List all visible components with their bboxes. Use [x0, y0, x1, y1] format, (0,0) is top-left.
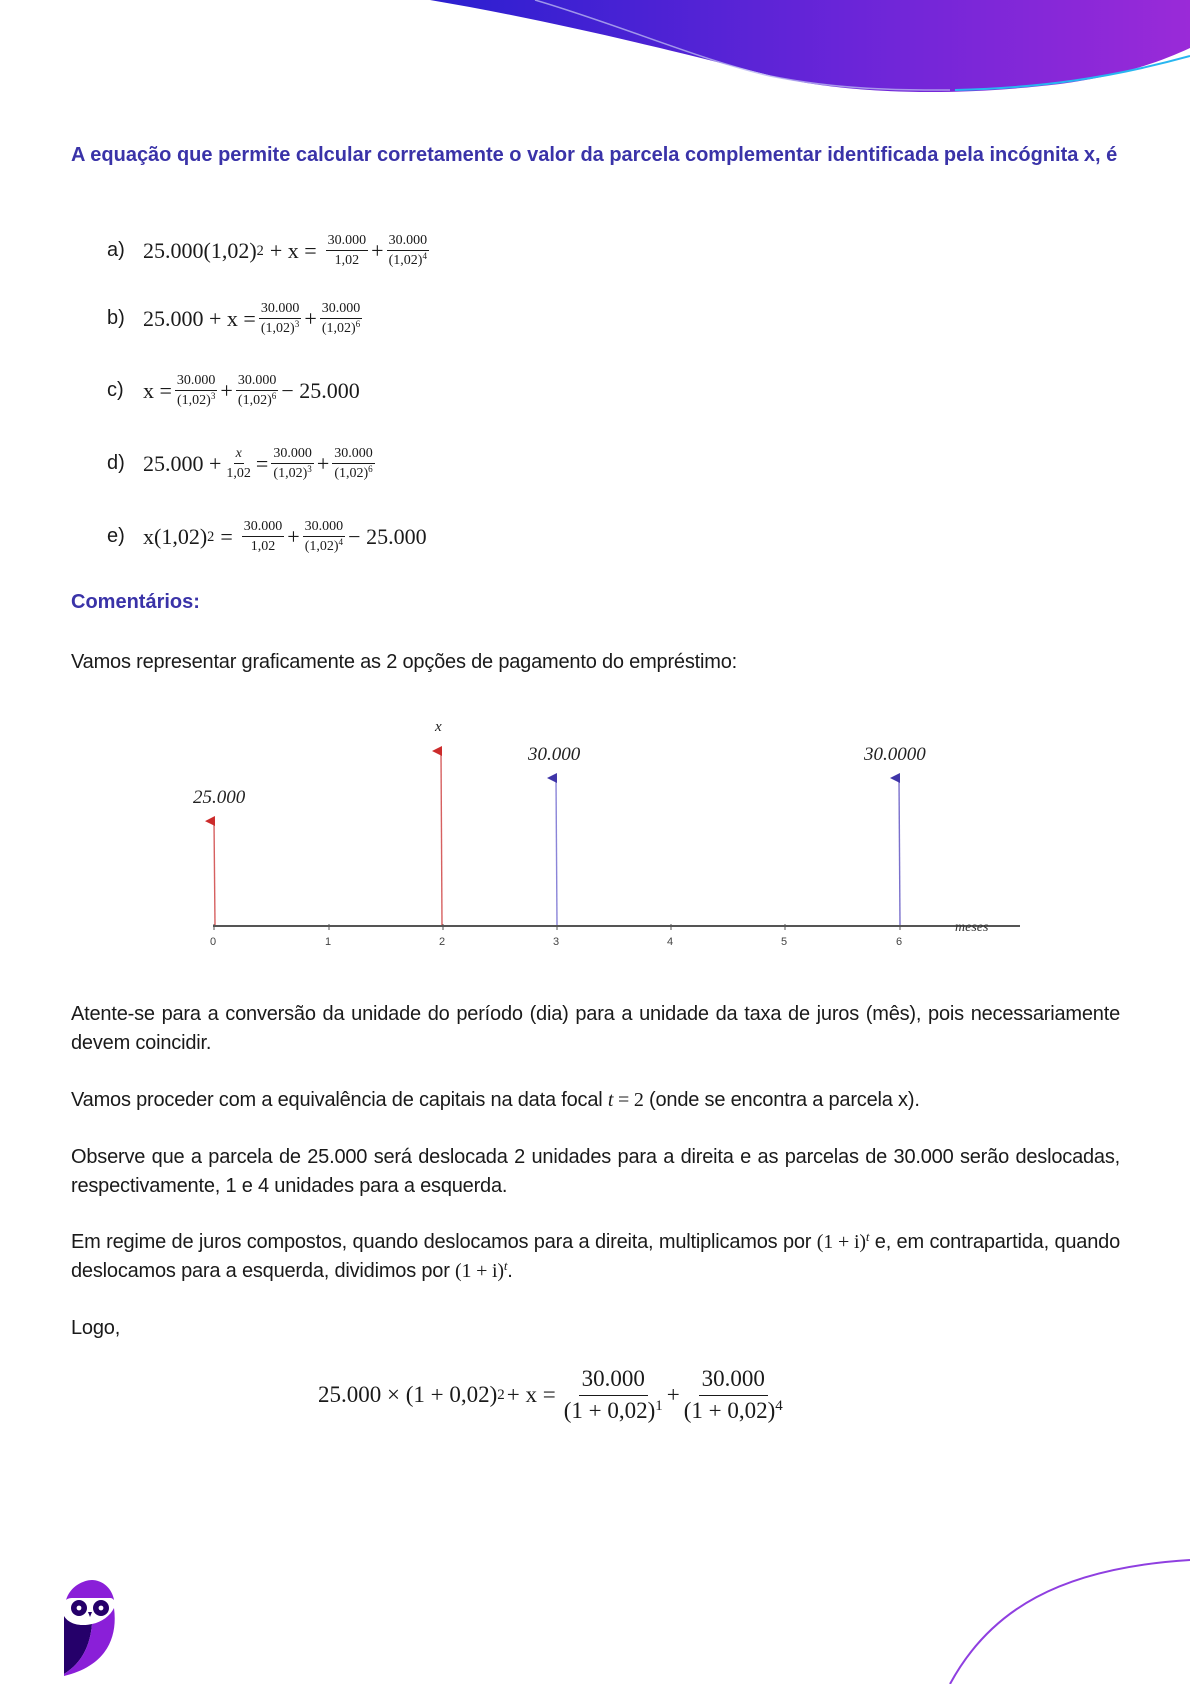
denominator-base: (1,02) — [273, 466, 308, 481]
option-b — [107, 300, 365, 337]
denominator — [387, 251, 429, 269]
text: Em regime de juros compostos, quando deslocamos para a direita, multiplicamos por — [71, 1231, 817, 1253]
denominator-base: (1,02) — [304, 539, 339, 554]
denominator — [259, 319, 301, 337]
denominator — [236, 391, 278, 409]
fraction — [682, 1365, 785, 1425]
question-text: A equação que permite calcular corretamente o valor da parcela complementar identificada pela incógnita x, é — [71, 144, 1118, 166]
plus-operator: + — [666, 1382, 680, 1407]
denominator-base: (1 + 0,02) — [563, 1398, 656, 1423]
fraction — [387, 232, 430, 269]
numerator: 30.000 — [387, 232, 430, 251]
tick-1: 1 — [325, 936, 332, 948]
exponent: t — [503, 1257, 508, 1273]
comments-heading: Comentários: — [71, 591, 200, 613]
math-expr: (1 + i) — [455, 1260, 504, 1282]
text: (onde se encontra a parcela x). — [643, 1089, 920, 1111]
arrow-label-25000: 25.000 — [193, 787, 246, 808]
fraction — [175, 372, 218, 409]
math-eq: = 2 — [613, 1089, 644, 1111]
paragraph-focal-date — [71, 1086, 1120, 1115]
header-wave-decoration — [0, 0, 1190, 120]
exponent: 4 — [422, 251, 427, 261]
intro-paragraph: Vamos representar graficamente as 2 opções de pagamento do empréstimo: — [71, 651, 738, 673]
denominator — [682, 1396, 785, 1425]
denominator — [332, 464, 374, 482]
exponent: 6 — [368, 464, 373, 474]
fraction — [320, 300, 363, 337]
option-label: e) — [107, 525, 125, 547]
equation-lhs-rest: + x = — [506, 1382, 556, 1407]
numerator: 30.000 — [303, 518, 346, 537]
option-tail: − 25.000 — [281, 377, 360, 403]
tick-6: 6 — [896, 936, 903, 948]
option-lhs-rest: = — [220, 523, 233, 549]
fraction — [562, 1365, 665, 1425]
denominator: 1,02 — [250, 539, 276, 554]
paragraph-logo: Logo, — [71, 1317, 121, 1339]
numerator: 30.000 — [242, 518, 285, 537]
text: e, em contrapartida, quando deslocamos para a esquerda, dividimos por — [71, 1231, 1120, 1282]
option-lhs: 25.000 + x = — [143, 305, 256, 331]
tick-labels — [210, 936, 902, 948]
denominator — [320, 319, 362, 337]
paragraph-shift: Observe que a parcela de 25.000 será deslocada 2 unidades para a direita e as parcelas de 30.000 serão deslocadas, respectivamente, 1 e 4 unidades para a esquerda. — [71, 1146, 1120, 1197]
denominator: 1,02 — [226, 466, 251, 481]
plus-operator: + — [304, 305, 317, 331]
fraction — [259, 300, 302, 337]
fraction — [236, 372, 279, 409]
math-expr: (1 + i) — [816, 1231, 866, 1253]
arrow-up-icon-30000-month6 — [899, 778, 900, 925]
denominator-base: (1,02) — [237, 393, 272, 408]
exponent: 4 — [338, 537, 344, 547]
fraction — [332, 445, 375, 482]
paragraph-unit-conversion: Atente-se para a conversão da unidade do período (dia) para a unidade da taxa de juros (mês), pois necessariamente devem coincidir. — [71, 1003, 1120, 1054]
option-e: e) x(1,02) 2 = $\frac{30.000}{1,02}$ + $\frac{30.000}{(1,02)^4}$ − 25.000 — [107, 519, 427, 554]
option-a: a) 25.000(1,02) 2 + x = $\frac{30.000}{1,02}$ + $\frac{30.000}{(1,02)^4}$ — [107, 233, 428, 268]
option-c — [107, 372, 360, 409]
axis-label-meses: meses — [955, 920, 989, 935]
fraction — [242, 518, 285, 555]
option-lhs-rest: + x = — [269, 237, 317, 263]
numerator: 30.000 — [259, 300, 302, 319]
equation-lhs: 25.000 × (1 + 0,02) — [318, 1382, 498, 1407]
plus-operator: + — [371, 237, 384, 263]
tick-3: 3 — [553, 936, 560, 948]
option-tail: − 25.000 — [348, 523, 427, 549]
numerator: 30.000 — [699, 1365, 768, 1396]
option-d — [107, 445, 378, 482]
exponent: 6 — [271, 391, 277, 401]
plus-operator: + — [220, 377, 233, 403]
denominator — [562, 1396, 665, 1425]
option-lhs: 25.000(1,02) — [143, 237, 257, 263]
arrow-label-30000-month6: 30.0000 — [864, 744, 926, 765]
denominator-base: (1,02) — [334, 466, 369, 481]
arrow-label-x: x — [435, 719, 442, 735]
exponent: 1 — [655, 1397, 663, 1414]
tick-5: 5 — [781, 936, 788, 948]
denominator — [303, 537, 345, 555]
tick-2: 2 — [439, 936, 446, 948]
denominator-base: (1 + 0,02) — [683, 1398, 776, 1423]
plus-operator: + — [287, 523, 300, 549]
owl-logo-icon — [62, 1578, 118, 1678]
numerator: 30.000 — [271, 445, 314, 464]
denominator-base: (1,02) — [321, 321, 356, 336]
option-lhs: x = — [143, 377, 172, 403]
plus-operator: + — [316, 450, 330, 476]
final-equation: 25.000 × (1 + 0,02) 2 + x = $\frac{30.000}{(1 + 0,02)^1}$ + $\frac{30.000}{(1 + 0,02)^4}$ — [318, 1366, 783, 1423]
fraction — [303, 518, 346, 555]
numerator: 30.000 — [320, 300, 363, 319]
numerator: 30.000 — [579, 1365, 648, 1396]
option-lhs: 25.000 + — [143, 450, 222, 476]
numerator: 30.000 — [326, 232, 369, 251]
option-label: c) — [107, 379, 124, 401]
tick-0: 0 — [210, 936, 217, 948]
fraction — [271, 445, 314, 482]
option-label: d) — [107, 452, 125, 474]
numerator: x — [234, 445, 244, 464]
arrow-up-icon-25000 — [214, 821, 215, 925]
math-t: t — [607, 1089, 614, 1111]
arrow-label-30000-month3: 30.000 — [528, 744, 581, 765]
denominator: 1,02 — [334, 253, 360, 268]
tick-4: 4 — [667, 936, 674, 948]
paragraph-compound-interest — [71, 1228, 1120, 1286]
arrow-up-icon-30000-month3 — [556, 778, 557, 925]
numerator: 30.000 — [332, 445, 375, 464]
denominator-base: (1,02) — [260, 321, 295, 336]
exponent: 3 — [294, 319, 300, 329]
option-label: a) — [107, 239, 125, 261]
exponent: 6 — [355, 319, 361, 329]
exponent: 3 — [307, 464, 312, 474]
denominator — [271, 464, 313, 482]
denominator-base: (1,02) — [388, 253, 423, 268]
text: Vamos proceder com a equivalência de capitais na data focal — [71, 1089, 608, 1111]
exponent: t — [865, 1228, 870, 1244]
denominator — [175, 391, 217, 409]
fraction — [224, 445, 253, 482]
option-lhs: x(1,02) — [143, 523, 208, 549]
equals-operator: = — [255, 450, 269, 476]
exponent: 4 — [775, 1397, 783, 1414]
cash-flow-diagram — [180, 705, 1020, 955]
arrow-up-icon-x — [441, 751, 442, 925]
text: . — [507, 1260, 513, 1282]
denominator-base: (1,02) — [176, 393, 211, 408]
option-label: b) — [107, 307, 125, 329]
numerator: 30.000 — [175, 372, 218, 391]
fraction — [326, 232, 369, 269]
exponent: 3 — [210, 391, 216, 401]
numerator: 30.000 — [236, 372, 279, 391]
